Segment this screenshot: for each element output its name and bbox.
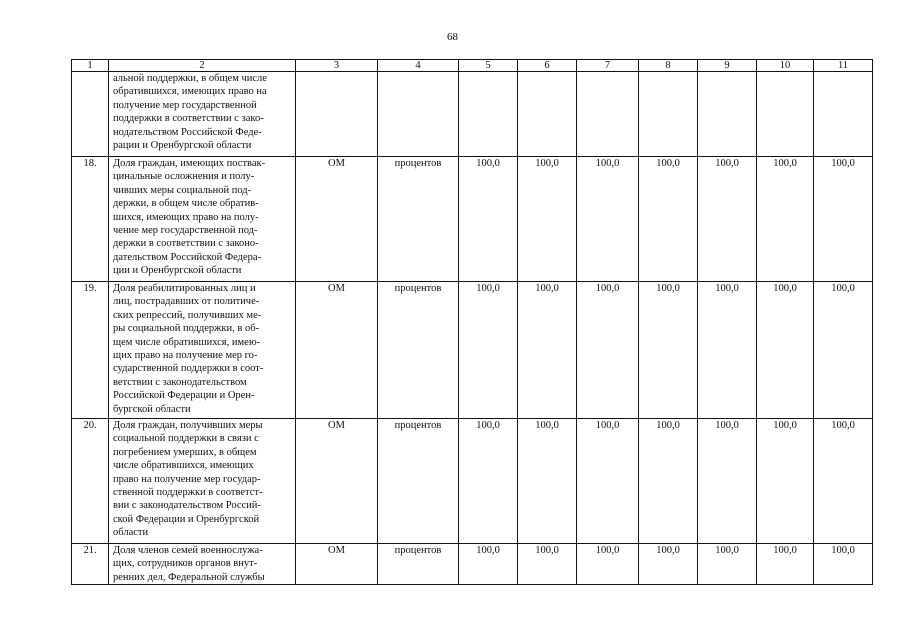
value-cell	[698, 72, 757, 157]
column-number-header: 7	[577, 60, 639, 72]
value-cell: 100,0	[698, 282, 757, 419]
table-row	[72, 282, 873, 419]
indicator-name: Доля граждан, получивших меры социальной поддержки в связи с погребением умерших, в общем числе обратившихся, имеющих право на получение мер государ- ственной поддержки в соответст- вии с законодательством Россий- ской Федерации и Оренбургской области	[109, 419, 296, 544]
column-number-header: 8	[639, 60, 698, 72]
column-number-row	[72, 60, 873, 72]
value-cell: 100,0	[814, 282, 873, 419]
indicator-name: Доля реабилитированных лиц и лиц, пострадавших от политиче- ских репрессий, получивших ме- ры социальной поддержки, в об- щем числе обратившихся, имею- щих право на получение мер го- сударственной поддержки в соот- ветствии с законодательством Российской Федерации и Орен- бургской области	[109, 282, 296, 419]
value-cell	[459, 72, 518, 157]
value-cell: 100,0	[639, 419, 698, 544]
value-cell	[639, 72, 698, 157]
unit-cell	[378, 72, 459, 157]
source-code	[296, 72, 378, 157]
row-number	[72, 72, 109, 157]
value-cell	[757, 72, 814, 157]
value-cell: 100,0	[814, 419, 873, 544]
value-cell: 100,0	[814, 157, 873, 282]
value-cell: 100,0	[639, 544, 698, 585]
indicators-table	[71, 59, 873, 585]
table-row	[72, 72, 873, 157]
column-number-header: 10	[757, 60, 814, 72]
value-cell: 100,0	[577, 419, 639, 544]
value-cell: 100,0	[518, 157, 577, 282]
value-cell	[814, 72, 873, 157]
source-code: ОМ	[296, 419, 378, 544]
value-cell: 100,0	[459, 282, 518, 419]
indicator-name: Доля граждан, имеющих поствак- цинальные осложнения и полу- чивших меры социальной под- держки, в общем числе обратив- шихся, имеющих право на полу- чение мер государственной под- держки в соответствии с законо- дательством Российской Федера- ции и Оренбургской области	[109, 157, 296, 282]
row-number: 19.	[72, 282, 109, 419]
value-cell: 100,0	[459, 544, 518, 585]
value-cell: 100,0	[577, 157, 639, 282]
value-cell: 100,0	[757, 282, 814, 419]
value-cell: 100,0	[518, 282, 577, 419]
value-cell: 100,0	[459, 157, 518, 282]
column-number-header: 11	[814, 60, 873, 72]
column-number-header: 6	[518, 60, 577, 72]
page-number: 68	[447, 31, 458, 43]
indicator-name: альной поддержки, в общем числе обратившихся, имеющих право на получение мер государственной поддержки в соответствии с зако- нодательством Российской Феде- рации и Оренбургской области	[109, 72, 296, 157]
value-cell: 100,0	[757, 419, 814, 544]
unit-cell: процентов	[378, 419, 459, 544]
value-cell	[577, 72, 639, 157]
unit-cell: процентов	[378, 157, 459, 282]
table-row	[72, 419, 873, 544]
unit-cell: процентов	[378, 282, 459, 419]
value-cell: 100,0	[639, 157, 698, 282]
value-cell: 100,0	[698, 544, 757, 585]
value-cell: 100,0	[459, 419, 518, 544]
unit-cell: процентов	[378, 544, 459, 585]
row-number: 21.	[72, 544, 109, 585]
value-cell: 100,0	[757, 544, 814, 585]
source-code: ОМ	[296, 282, 378, 419]
value-cell: 100,0	[577, 544, 639, 585]
value-cell: 100,0	[814, 544, 873, 585]
source-code: ОМ	[296, 157, 378, 282]
column-number-header: 1	[72, 60, 109, 72]
column-number-header: 4	[378, 60, 459, 72]
table-row	[72, 157, 873, 282]
value-cell: 100,0	[698, 419, 757, 544]
row-number: 18.	[72, 157, 109, 282]
value-cell: 100,0	[518, 419, 577, 544]
indicator-name: Доля членов семей военнослужа- щих, сотрудников органов внут- ренних дел, Федеральной службы	[109, 544, 296, 585]
table-row	[72, 544, 873, 585]
value-cell: 100,0	[698, 157, 757, 282]
row-number: 20.	[72, 419, 109, 544]
column-number-header: 2	[109, 60, 296, 72]
value-cell: 100,0	[639, 282, 698, 419]
value-cell: 100,0	[577, 282, 639, 419]
column-number-header: 5	[459, 60, 518, 72]
value-cell	[518, 72, 577, 157]
source-code: ОМ	[296, 544, 378, 585]
column-number-header: 9	[698, 60, 757, 72]
column-number-header: 3	[296, 60, 378, 72]
value-cell: 100,0	[518, 544, 577, 585]
value-cell: 100,0	[757, 157, 814, 282]
